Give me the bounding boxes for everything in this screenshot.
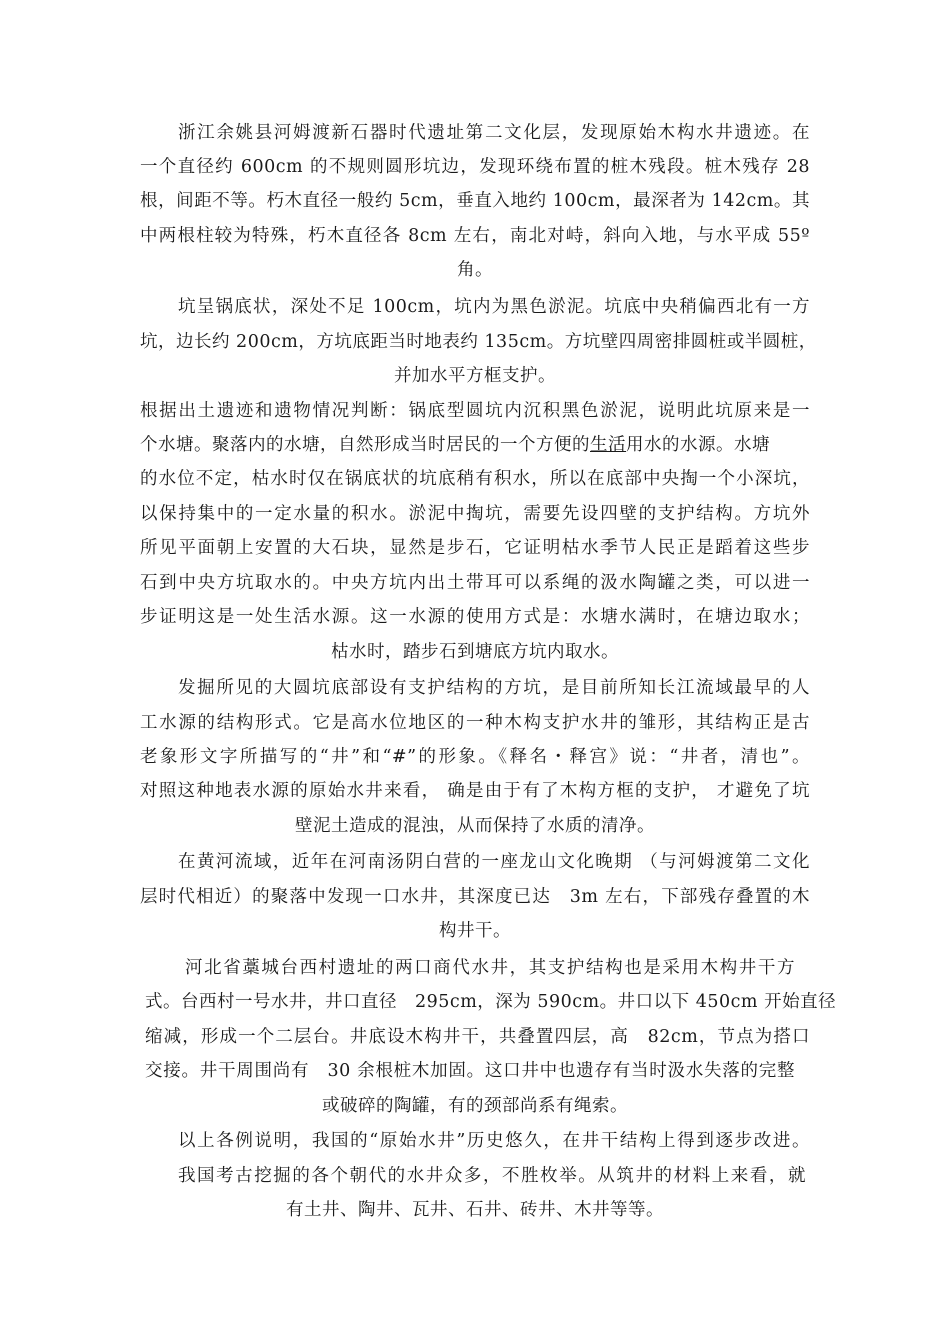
text-line: 交接。井干周围尚有 30 余根桩木加固。这口井中也遗存有当时汲水失落的完整 — [145, 1061, 795, 1081]
text-line: 以保持集中的一定水量的积水。淤泥中掏坑，需要先设四壁的支护结构。方坑外 — [140, 504, 810, 524]
text-line: 步证明这是一处生活水源。这一水源的使用方式是：水塘水满时，在塘边取水； — [140, 607, 810, 627]
text-line: 或破碎的陶罐，有的颈部尚系有绳索。 — [322, 1096, 628, 1116]
text-line: 我国考古挖掘的各个朝代的水井众多，不胜枚举。从筑井的材料上来看，就 — [178, 1166, 806, 1186]
text-line: 构井干。 — [439, 921, 511, 941]
text-line: 老象形文字所描写的“井”和“#”的形象。《释名・释宫》说：“井者，清也”。 — [140, 747, 810, 767]
text-line: 一个直径约 600cm 的不规则圆形坑边，发现环绕布置的桩木残段。桩木残存 28 — [140, 157, 810, 177]
text-line: 石到中央方坑取水的。中央方坑内出土带耳可以系绳的汲水陶罐之类，可以进一 — [140, 573, 810, 593]
text-line: 的水位不定，枯水时仅在锅底状的坑底稍有积水，所以在底部中央掏一个小深坑， — [140, 469, 810, 489]
text-line: 浙江余姚县河姆渡新石器时代遗址第二文化层，发现原始木构水井遗迹。在 — [178, 123, 810, 143]
text-line: 所见平面朝上安置的大石块，显然是步石，它证明枯水季节人民正是蹈着这些步 — [140, 538, 810, 558]
text-line: 在黄河流域，近年在河南汤阴白营的一座龙山文化晚期 （与河姆渡第二文化 — [178, 852, 810, 872]
text-line: 发掘所见的大圆坑底部设有支护结构的方坑，是目前所知长江流域最早的人 — [178, 678, 810, 698]
text-line: 对照这种地表水源的原始水井来看， 确是由于有了木构方框的支护， 才避免了坑 — [140, 781, 810, 801]
text-line: 有土井、陶井、瓦井、石井、砖井、木井等等。 — [286, 1200, 664, 1220]
text-line: 式。台西村一号水井，井口直径 295cm，深为 590cm。井口以下 450cm 开始直径 — [145, 992, 837, 1012]
text-line: 层时代相近）的聚落中发现一口水井，其深度已达 3m 左右，下部残存叠置的木 — [140, 887, 810, 907]
text-line: 河北省藁城台西村遗址的两口商代水井，其支护结构也是采用木构井干方 — [185, 958, 795, 978]
text-line: 以上各例说明，我国的“原始水井”历史悠久，在井干结构上得到逐步改进。 — [178, 1131, 810, 1151]
text-line: 根，间距不等。朽木直径一般约 5cm，垂直入地约 100cm，最深者为 142cm。其 — [140, 191, 810, 211]
underlined-word: 生活 — [590, 435, 626, 455]
text-line: 坑呈锅底状，深处不足 100cm，坑内为黑色淤泥。坑底中央稍偏西北有一方 — [178, 297, 810, 317]
text-line: 根据出土遗迹和遗物情况判断：锅底型圆坑内沉积黑色淤泥，说明此坑原来是一 — [140, 401, 810, 421]
text-line: 工水源的结构形式。它是高水位地区的一种木构支护水井的雏形，其结构正是古 — [140, 713, 810, 733]
text-line — [140, 429, 810, 461]
text-line: 中两根柱较为特殊，朽木直径各 8cm 左右，南北对峙，斜向入地，与水平成 55º — [140, 226, 810, 246]
text-line: 枯水时，踏步石到塘底方坑内取水。 — [331, 642, 619, 662]
text-line: 缩减，形成一个二层台。井底设木构井干，共叠置四层，高 82cm，节点为搭口 — [145, 1027, 810, 1047]
text-line: 并加水平方框支护。 — [394, 366, 556, 386]
text-segment: 用水的水源。水塘 — [626, 435, 770, 455]
text-line: 角。 — [457, 260, 493, 280]
text-segment: 个水塘。聚落内的水塘，自然形成当时居民的一个方便的 — [140, 435, 590, 455]
text-line: 坑，边长约 200cm，方坑底距当时地表约 135cm。方坑壁四周密排圆桩或半圆桩， — [140, 332, 817, 352]
text-line: 壁泥土造成的混浊，从而保持了水质的清净。 — [295, 816, 655, 836]
